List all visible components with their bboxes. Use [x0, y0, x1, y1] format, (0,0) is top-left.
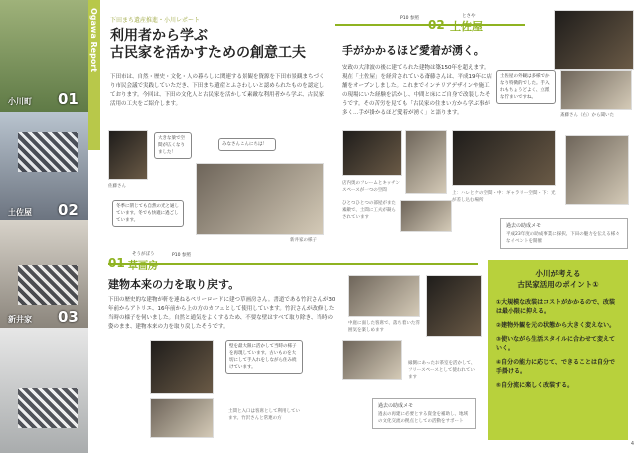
- photo-caption: 斎藤さん（右）から聞いた: [560, 113, 614, 118]
- strip-label-1: 小川町: [8, 97, 32, 106]
- photo-doorway: [426, 275, 482, 337]
- photo-caption: 土間と入口は客席として利用しています。竹沢さんと常連の方: [228, 409, 300, 421]
- point-item: ②建物外観を元の状態から大きく変えない。: [496, 322, 616, 329]
- page-number: 4: [630, 441, 634, 447]
- photo-kitchen: [342, 130, 402, 176]
- point-item: ①大規模な改装はコストがかかるので、改装は最小限に抑える。: [496, 299, 615, 315]
- memo-box-02: [500, 218, 628, 249]
- strip-num-1: 01: [58, 90, 79, 108]
- memo-body: 過去の再建に必要とする資金を補助し、地域の文化交流の拠点としての活動をサポート: [378, 412, 468, 424]
- photo-interior: [196, 163, 324, 235]
- photo-gallery: [452, 130, 556, 186]
- strip-photo-1: [0, 0, 88, 112]
- lattice-wall: [18, 388, 78, 428]
- photo-earth-floor: [400, 200, 452, 232]
- title-line-1: 利用者から学ぶ: [110, 28, 208, 44]
- strip-label-3: 新井家: [8, 315, 32, 324]
- photo-room: [405, 130, 447, 194]
- section-02-name: 土佐屋: [450, 20, 483, 33]
- photo-caption: 新井家の様子: [290, 238, 317, 243]
- point-item: ⑤自分流に楽しく改装する。: [496, 382, 574, 389]
- photo-caption: ひとつひとつの部屋がまた素敵で、土間に工夫が凝らされています: [342, 201, 396, 220]
- speech-bubble: みなさんこんにちは！: [218, 138, 276, 151]
- photo-caption: 佐藤さん: [108, 184, 126, 189]
- speech-bubble: 冬季に閉じても自然の光と通しています。冬でも快適に過ごしています。: [112, 200, 184, 227]
- points-box: [488, 260, 628, 440]
- speech-bubble: 土佐屋の外観は多様でかなり特徴的でした。手入れもちょうどよく、立派な佇まいですね。: [496, 70, 556, 104]
- section-02-number: 02: [428, 18, 445, 32]
- strip-photo-2: [0, 112, 88, 220]
- section-01-heading: 建物本来の力を取り戻す。: [108, 278, 240, 291]
- strip-photo-4: [0, 328, 88, 453]
- article-kicker: 下田まち遺産推進・小川レポート: [110, 17, 201, 24]
- vertical-tab: [88, 0, 100, 150]
- photo-caption: 中庭に面した客席で、落ち着いた雰囲気を楽しめます: [348, 321, 420, 333]
- section-02-heading: 手がかかるほど愛着が湧く。: [342, 44, 485, 57]
- strip-label-2: 土佐屋: [8, 208, 32, 217]
- section-01-ref: P10 参照: [172, 253, 191, 258]
- strip-photo-3: [0, 220, 88, 328]
- section-01-rule: [108, 263, 478, 265]
- points-title-line-2: 古民家活用のポイント①: [517, 280, 599, 289]
- section-01-name: 草画房: [128, 261, 158, 272]
- lattice-wall: [18, 265, 78, 305]
- intro-text: 下田市は、自然・歴史・文化・人の暮らしに関連する景観を資源を下田市景観まちづくり市民会議で実践していただき、下田まち遺産とふさわしいと認められたものを認定しております。今回は、下田の文化人と古民家を活かして素敵な利用者から学ぶ、古民家活用の工夫をご紹介します。: [110, 74, 325, 107]
- section-02-ref: P10 参照: [400, 16, 419, 21]
- points-list: [496, 298, 620, 390]
- speech-bubble: 大きな梁で空間が広くなりました！: [154, 132, 192, 159]
- photo-tearoom: [342, 340, 402, 380]
- strip-num-2: 02: [58, 201, 79, 219]
- memo-title: 過去の助成メモ: [378, 403, 414, 409]
- point-item: ③使いながら生活スタイルに合わせて変えていく。: [496, 336, 615, 352]
- section-01-body: 下田の歴史的な建物が軒を連ねるペリーロードに建つ草画房さん。書道である竹沢さんが30年前からアトリエ、16年前から上の方のカフェとして使用しています。竹沢さんが改修した当時の様子を伺いました。自然と通気をよくするため、不要な壁はすべて取り除き、当時の姿のまま、建物本来の力を取り戻したそうです。: [108, 297, 336, 330]
- photo-facade: [565, 135, 629, 205]
- memo-title: 過去の助成メモ: [506, 223, 542, 229]
- vertical-tab-label: Ogawa Report: [89, 8, 98, 73]
- section-01-furigana: そうがぼう: [132, 252, 155, 257]
- photo-entrance: [150, 398, 214, 438]
- page-title: [110, 28, 306, 62]
- section-02-furigana: とさや: [462, 14, 476, 19]
- strip-num-3: 03: [58, 308, 79, 326]
- section-02-body: 安政の大津波の後に建てられた建物は築150年を超えます。現在「土佐屋」を経営されている斎藤さんは、平成19年に店舗をオープンしました。これまでインテリアデザインや施工の現場にいた経験を活かし、中間と床にご自身で改装したそうです。その苦労を見ても「古民家の住まい方から学ぶ事が多く…手が掛かるほど愛着が湧く」と語ります。: [342, 65, 493, 116]
- photo-caption: 縁側にあったお茶室を活かして、フリースペースとして使われています: [408, 361, 476, 380]
- photo-caption: 上：ハレとケの空間・中：ギャラリー空間・下：光が差し込む場所: [452, 191, 556, 203]
- section-01-number: 01: [108, 256, 125, 270]
- photo-person: [108, 130, 148, 180]
- photo-courtyard: [348, 275, 420, 317]
- photo-shop-interior: [554, 10, 634, 70]
- points-title-line-1: 小川が考える: [535, 269, 581, 278]
- photo-cafe: [150, 340, 214, 394]
- points-title: [496, 268, 620, 290]
- memo-box-01: [372, 398, 476, 429]
- speech-bubble: 壁を最大限に活かして当時の様子を再現しています。古いものを大切にして手入れをしながら住み続けています。: [225, 340, 303, 374]
- lattice-wall: [18, 132, 78, 172]
- photo-strip: [0, 0, 88, 453]
- point-item: ④自分の能力に応じて、できることは自分で手掛ける。: [496, 359, 615, 375]
- photo-caption: 店内奥のフレームとキッチンスペースが一つの空間: [342, 181, 401, 193]
- photo-owner: [560, 70, 632, 110]
- title-line-2: 古民家を活かすための創意工夫: [110, 45, 306, 61]
- memo-body: 平成23年度の助成事業に採択、下田の魅力を伝える様々なイベントを開催: [506, 232, 620, 244]
